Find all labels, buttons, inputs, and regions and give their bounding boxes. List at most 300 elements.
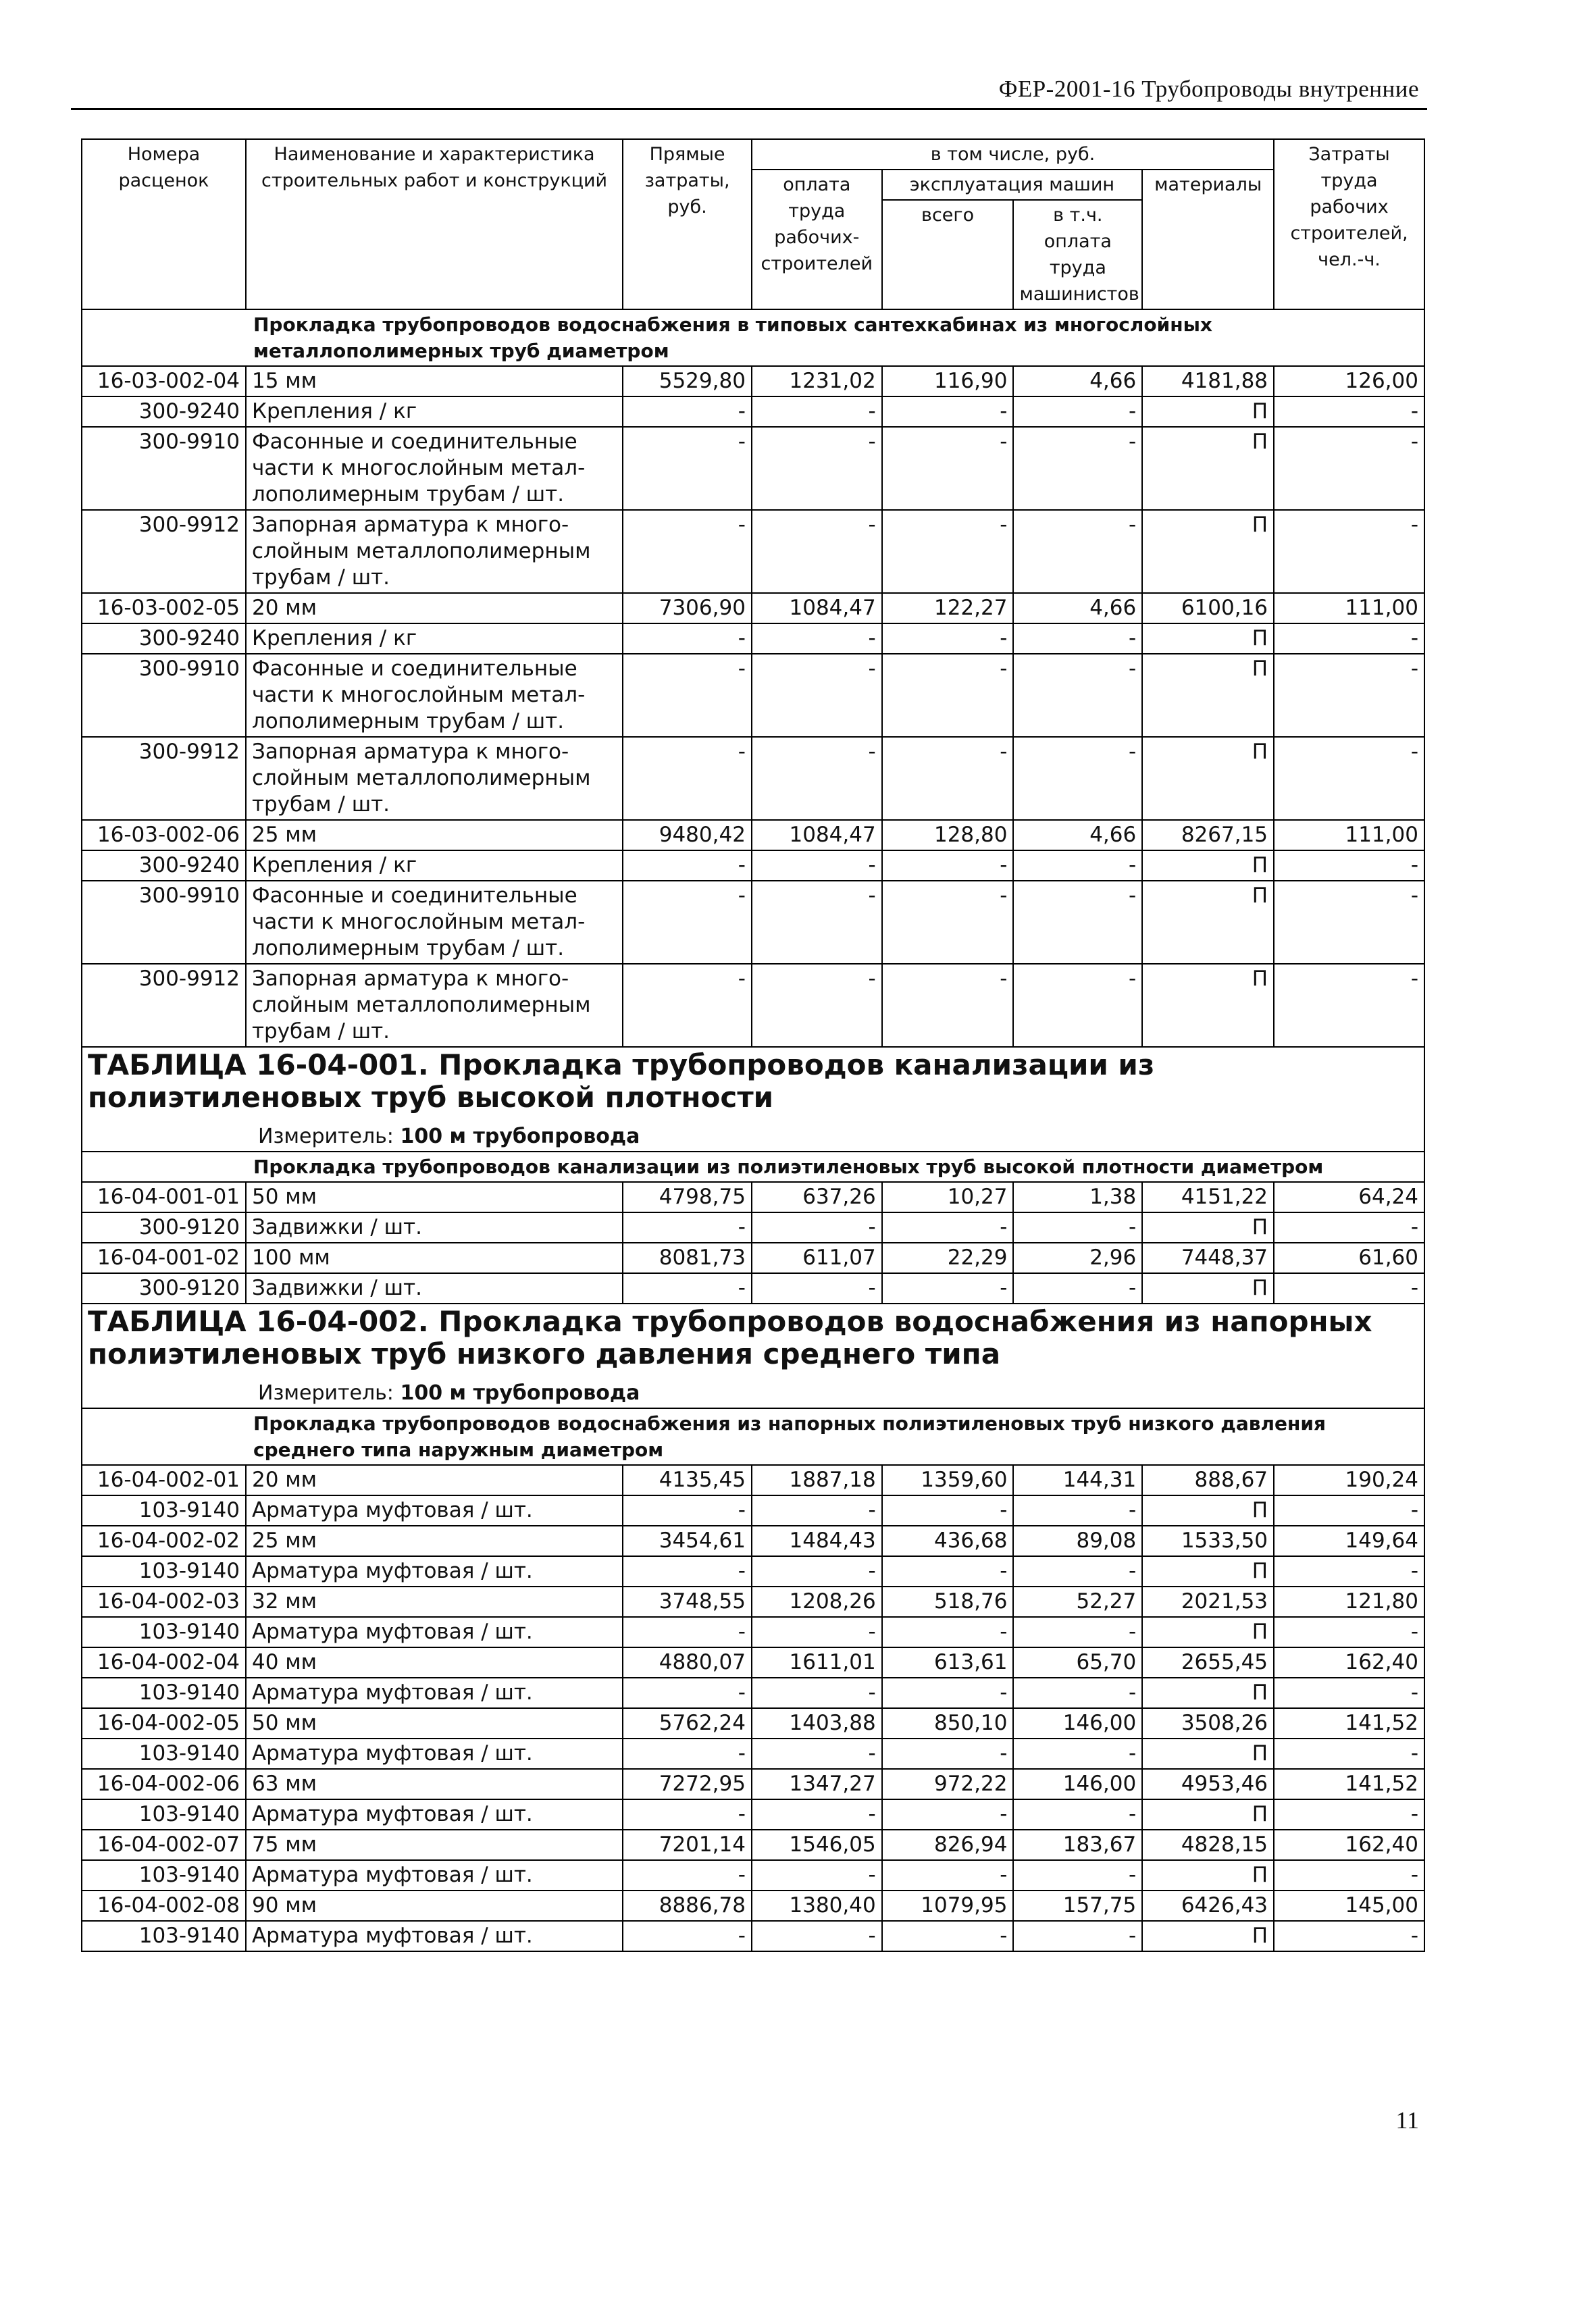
direct-cost: - (623, 1739, 752, 1769)
rate-code: 300-9912 (82, 510, 246, 593)
work-name: 40 мм (246, 1647, 623, 1678)
machines-total-value: - (882, 737, 1014, 820)
machines-wages-value: 157,75 (1013, 1891, 1142, 1921)
rate-code: 16-04-002-06 (82, 1769, 246, 1799)
col-header-wages: оплата труда рабочих-строителей (752, 170, 882, 309)
work-name: 100 мм (246, 1243, 623, 1273)
work-name: Арматура муфтовая / шт. (246, 1799, 623, 1830)
machines-total-value: 826,94 (882, 1830, 1014, 1860)
materials-value: 4151,22 (1142, 1182, 1274, 1212)
rate-code: 16-03-002-05 (82, 593, 246, 623)
machines-wages-value: 4,66 (1013, 820, 1142, 850)
labor-value: 64,24 (1274, 1182, 1424, 1212)
rate-code: 16-04-001-02 (82, 1243, 246, 1273)
work-name: Арматура муфтовая / шт. (246, 1495, 623, 1526)
meter-value: 100 м трубопровода (400, 1381, 640, 1405)
wages-value: - (752, 1556, 882, 1587)
table-16-04-001-title: ТАБЛИЦА 16-04-001. Прокладка трубопроводов канализации из полиэтиленовых труб высокой плотности (88, 1048, 1155, 1114)
machines-total-value: 518,76 (882, 1587, 1014, 1617)
machines-wages-value: 2,96 (1013, 1243, 1142, 1273)
wages-value: - (752, 396, 882, 427)
direct-cost: - (623, 623, 752, 654)
wages-value: 611,07 (752, 1243, 882, 1273)
machines-wages-value: - (1013, 1678, 1142, 1708)
materials-value: П (1142, 654, 1274, 737)
wages-value: 1084,47 (752, 593, 882, 623)
col-header-machines-total: всего (882, 200, 1014, 309)
direct-cost: - (623, 1556, 752, 1587)
direct-cost: - (623, 850, 752, 881)
machines-wages-value: - (1013, 1739, 1142, 1769)
work-name: 25 мм (246, 820, 623, 850)
work-name: Крепления / кг (246, 850, 623, 881)
labor-value: - (1274, 510, 1424, 593)
materials-value: П (1142, 1556, 1274, 1587)
labor-value: 149,64 (1274, 1526, 1424, 1556)
table-row (82, 1182, 1424, 1212)
direct-cost: - (623, 1678, 752, 1708)
wages-value: 1887,18 (752, 1465, 882, 1495)
materials-value: П (1142, 396, 1274, 427)
machines-wages-value: - (1013, 1495, 1142, 1526)
table-row (82, 1273, 1424, 1304)
machines-wages-value: - (1013, 1799, 1142, 1830)
machines-wages-value: - (1013, 1617, 1142, 1647)
machines-total-value: - (882, 1921, 1014, 1951)
materials-value: П (1142, 427, 1274, 510)
labor-value: - (1274, 964, 1424, 1047)
machines-total-value: - (882, 1273, 1014, 1304)
materials-value: П (1142, 1739, 1274, 1769)
table-title-row (82, 1304, 1424, 1408)
work-name: Арматура муфтовая / шт. (246, 1556, 623, 1587)
rate-code: 300-9240 (82, 850, 246, 881)
labor-value: - (1274, 881, 1424, 964)
table-row (82, 881, 1424, 964)
work-name: Крепления / кг (246, 396, 623, 427)
wages-value: 1484,43 (752, 1526, 882, 1556)
direct-cost: 5762,24 (623, 1708, 752, 1739)
machines-wages-value: 89,08 (1013, 1526, 1142, 1556)
materials-value: П (1142, 510, 1274, 593)
machines-wages-value: - (1013, 1212, 1142, 1243)
wages-value: - (752, 1617, 882, 1647)
materials-value: 2655,45 (1142, 1647, 1274, 1678)
wages-value: - (752, 1739, 882, 1769)
rate-code: 103-9140 (82, 1678, 246, 1708)
materials-value: П (1142, 1678, 1274, 1708)
rate-code: 300-9240 (82, 396, 246, 427)
direct-cost: - (623, 1495, 752, 1526)
direct-cost: 4135,45 (623, 1465, 752, 1495)
table-row (82, 1556, 1424, 1587)
labor-value: 190,24 (1274, 1465, 1424, 1495)
labor-value: - (1274, 654, 1424, 737)
wages-value: - (752, 1495, 882, 1526)
table-row (82, 1830, 1424, 1860)
direct-cost: - (623, 1921, 752, 1951)
materials-value: 1533,50 (1142, 1526, 1274, 1556)
section-heading-row (82, 1152, 1424, 1182)
machines-total-value: - (882, 1495, 1014, 1526)
direct-cost: - (623, 1212, 752, 1243)
materials-value: П (1142, 1495, 1274, 1526)
rate-code: 103-9140 (82, 1739, 246, 1769)
labor-value: - (1274, 850, 1424, 881)
table-row (82, 593, 1424, 623)
rate-code: 300-9910 (82, 427, 246, 510)
table-row (82, 1921, 1424, 1951)
col-header-machines-wages: в т.ч. оплата труда машинистов (1013, 200, 1142, 309)
machines-wages-value: - (1013, 1273, 1142, 1304)
table-16-04-002-title: ТАБЛИЦА 16-04-002. Прокладка трубопроводов водоснабжения из напорных полиэтиленовых труб низкого давления среднего типа (88, 1305, 1372, 1370)
labor-value: - (1274, 1799, 1424, 1830)
table-row (82, 1526, 1424, 1556)
wages-value: 1611,01 (752, 1647, 882, 1678)
rate-code: 300-9120 (82, 1273, 246, 1304)
work-name: Запорная арматура к много-слойным металлополимерным трубам / шт. (246, 964, 623, 1047)
wages-value: 1084,47 (752, 820, 882, 850)
wages-value: - (752, 1273, 882, 1304)
wages-value: 1380,40 (752, 1891, 882, 1921)
labor-value: - (1274, 1212, 1424, 1243)
table-row (82, 1891, 1424, 1921)
machines-wages-value: 65,70 (1013, 1647, 1142, 1678)
col-header-labor: Затраты труда рабочих строителей, чел.-ч. (1274, 139, 1424, 309)
machines-total-value: 850,10 (882, 1708, 1014, 1739)
table-row (82, 1587, 1424, 1617)
machines-wages-value: - (1013, 850, 1142, 881)
direct-cost: - (623, 737, 752, 820)
direct-cost: - (623, 396, 752, 427)
table-row (82, 820, 1424, 850)
rate-code: 16-04-002-04 (82, 1647, 246, 1678)
work-name: 15 мм (246, 366, 623, 396)
wages-value: - (752, 1860, 882, 1891)
rate-code: 16-04-002-07 (82, 1830, 246, 1860)
table-16-04-002-section-heading: Прокладка трубопроводов водоснабжения из напорных полиэтиленовых труб низкого давления среднего типа наружным диаметром (253, 1412, 1326, 1461)
machines-total-value: - (882, 1860, 1014, 1891)
machines-wages-value: 4,66 (1013, 593, 1142, 623)
labor-value: - (1274, 1921, 1424, 1951)
machines-total-value: 10,27 (882, 1182, 1014, 1212)
meter-value: 100 м трубопровода (400, 1125, 640, 1148)
labor-value: 121,80 (1274, 1587, 1424, 1617)
labor-value: - (1274, 1273, 1424, 1304)
col-header-machines: эксплуатация машин (882, 170, 1143, 200)
direct-cost: - (623, 427, 752, 510)
machines-wages-value: - (1013, 654, 1142, 737)
col-header-materials: материалы (1142, 170, 1274, 309)
wages-value: - (752, 623, 882, 654)
col-header-code: Номера расценок (82, 139, 246, 309)
table-title-row (82, 1047, 1424, 1152)
direct-cost: 8081,73 (623, 1243, 752, 1273)
direct-cost: 9480,42 (623, 820, 752, 850)
labor-value: 111,00 (1274, 593, 1424, 623)
machines-total-value: - (882, 1212, 1014, 1243)
direct-cost: 7272,95 (623, 1769, 752, 1799)
work-name: Фасонные и соединительные части к многослойным метал-лополимерным трубам / шт. (246, 654, 623, 737)
rate-code: 300-9120 (82, 1212, 246, 1243)
table-row (82, 510, 1424, 593)
price-table (81, 138, 1425, 1952)
table-row (82, 850, 1424, 881)
work-name: Запорная арматура к много-слойным металлополимерным трубам / шт. (246, 737, 623, 820)
labor-value: - (1274, 427, 1424, 510)
table-row (82, 1799, 1424, 1830)
materials-value: П (1142, 1921, 1274, 1951)
wages-value: - (752, 1921, 882, 1951)
machines-wages-value: - (1013, 964, 1142, 1047)
machines-wages-value: 52,27 (1013, 1587, 1142, 1617)
table-row (82, 1647, 1424, 1678)
wages-value: - (752, 654, 882, 737)
machines-total-value: - (882, 1556, 1014, 1587)
machines-wages-value: 183,67 (1013, 1830, 1142, 1860)
materials-value: 4953,46 (1142, 1769, 1274, 1799)
work-name: Фасонные и соединительные части к многослойным метал-лополимерным трубам / шт. (246, 881, 623, 964)
materials-value: П (1142, 1273, 1274, 1304)
labor-value: 141,52 (1274, 1769, 1424, 1799)
direct-cost: - (623, 1273, 752, 1304)
col-header-name: Наименование и характеристика строительных работ и конструкций (246, 139, 623, 309)
direct-cost: - (623, 510, 752, 593)
table-16-04-001-section-heading: Прокладка трубопроводов канализации из полиэтиленовых труб высокой плотности диаметром (253, 1156, 1324, 1178)
direct-cost: - (623, 1860, 752, 1891)
labor-value: - (1274, 1860, 1424, 1891)
direct-cost: 7306,90 (623, 593, 752, 623)
materials-value: 6100,16 (1142, 593, 1274, 623)
table-row (82, 964, 1424, 1047)
meter-label: Измеритель: (258, 1381, 394, 1405)
wages-value: 637,26 (752, 1182, 882, 1212)
table-row (82, 1860, 1424, 1891)
header-row-1 (82, 139, 1424, 170)
machines-wages-value: 146,00 (1013, 1769, 1142, 1799)
rate-code: 103-9140 (82, 1860, 246, 1891)
machines-wages-value: - (1013, 881, 1142, 964)
machines-wages-value: - (1013, 1556, 1142, 1587)
rate-code: 300-9910 (82, 654, 246, 737)
wages-value: - (752, 1212, 882, 1243)
materials-value: П (1142, 1212, 1274, 1243)
materials-value: П (1142, 881, 1274, 964)
rate-code: 300-9910 (82, 881, 246, 964)
rate-code: 16-04-002-05 (82, 1708, 246, 1739)
rate-code: 16-04-002-08 (82, 1891, 246, 1921)
wages-value: - (752, 737, 882, 820)
work-name: Задвижки / шт. (246, 1273, 623, 1304)
machines-wages-value: 144,31 (1013, 1465, 1142, 1495)
col-header-direct: Прямые затраты, руб. (623, 139, 752, 309)
table-row (82, 1739, 1424, 1769)
direct-cost: - (623, 964, 752, 1047)
rate-code: 16-04-001-01 (82, 1182, 246, 1212)
work-name: Арматура муфтовая / шт. (246, 1921, 623, 1951)
page-number: 11 (1395, 2107, 1419, 2134)
labor-value: 162,40 (1274, 1830, 1424, 1860)
machines-total-value: - (882, 1799, 1014, 1830)
machines-wages-value: - (1013, 1921, 1142, 1951)
direct-cost: 4798,75 (623, 1182, 752, 1212)
materials-value: 4828,15 (1142, 1830, 1274, 1860)
rate-code: 103-9140 (82, 1556, 246, 1587)
work-name: Крепления / кг (246, 623, 623, 654)
wages-value: - (752, 964, 882, 1047)
table-row (82, 1212, 1424, 1243)
machines-total-value: - (882, 427, 1014, 510)
machines-wages-value: 146,00 (1013, 1708, 1142, 1739)
work-name: 20 мм (246, 593, 623, 623)
table-row (82, 396, 1424, 427)
table-16-04-001-meter (88, 1123, 1418, 1150)
work-name: Арматура муфтовая / шт. (246, 1617, 623, 1647)
machines-wages-value: - (1013, 623, 1142, 654)
machines-total-value: 128,80 (882, 820, 1014, 850)
labor-value: - (1274, 737, 1424, 820)
wages-value: 1347,27 (752, 1769, 882, 1799)
labor-value: 111,00 (1274, 820, 1424, 850)
table-16-04-002-meter (88, 1380, 1418, 1406)
labor-value: - (1274, 1556, 1424, 1587)
wages-value: - (752, 1678, 882, 1708)
table-row (82, 366, 1424, 396)
labor-value: - (1274, 1617, 1424, 1647)
work-name: 75 мм (246, 1830, 623, 1860)
machines-wages-value: - (1013, 510, 1142, 593)
wages-value: 1231,02 (752, 366, 882, 396)
work-name: 32 мм (246, 1587, 623, 1617)
labor-value: - (1274, 1739, 1424, 1769)
rate-code: 300-9240 (82, 623, 246, 654)
wages-value: - (752, 1799, 882, 1830)
wages-value: - (752, 427, 882, 510)
machines-total-value: - (882, 964, 1014, 1047)
materials-value: 4181,88 (1142, 366, 1274, 396)
table-row (82, 1678, 1424, 1708)
materials-value: П (1142, 1860, 1274, 1891)
machines-total-value: - (882, 1678, 1014, 1708)
work-name: Фасонные и соединительные части к многослойным метал-лополимерным трубам / шт. (246, 427, 623, 510)
direct-cost: - (623, 881, 752, 964)
machines-total-value: - (882, 1739, 1014, 1769)
labor-value: 126,00 (1274, 366, 1424, 396)
labor-value: 141,52 (1274, 1708, 1424, 1739)
table-row (82, 1708, 1424, 1739)
work-name: Арматура муфтовая / шт. (246, 1678, 623, 1708)
work-name: 50 мм (246, 1182, 623, 1212)
rate-code: 103-9140 (82, 1495, 246, 1526)
materials-value: 8267,15 (1142, 820, 1274, 850)
direct-cost: 4880,07 (623, 1647, 752, 1678)
machines-total-value: 972,22 (882, 1769, 1014, 1799)
materials-value: П (1142, 1799, 1274, 1830)
rate-code: 16-03-002-04 (82, 366, 246, 396)
labor-value: 162,40 (1274, 1647, 1424, 1678)
machines-total-value: - (882, 510, 1014, 593)
machines-total-value: - (882, 1617, 1014, 1647)
work-name: Арматура муфтовая / шт. (246, 1739, 623, 1769)
table-row (82, 1769, 1424, 1799)
direct-cost: 3748,55 (623, 1587, 752, 1617)
work-name: Запорная арматура к много-слойным металлополимерным трубам / шт. (246, 510, 623, 593)
machines-total-value: 436,68 (882, 1526, 1014, 1556)
machines-total-value: 122,27 (882, 593, 1014, 623)
direct-cost: 8886,78 (623, 1891, 752, 1921)
work-name: 90 мм (246, 1891, 623, 1921)
work-name: Задвижки / шт. (246, 1212, 623, 1243)
direct-cost: - (623, 1799, 752, 1830)
section-heading-16-03: Прокладка трубопроводов водоснабжения в типовых сантехкабинах из многослойных металлополимерных труб диаметром (253, 313, 1212, 362)
labor-value: - (1274, 623, 1424, 654)
rate-code: 103-9140 (82, 1617, 246, 1647)
table-row (82, 427, 1424, 510)
direct-cost: 3454,61 (623, 1526, 752, 1556)
machines-wages-value: 4,66 (1013, 366, 1142, 396)
rate-code: 103-9140 (82, 1921, 246, 1951)
machines-wages-value: - (1013, 1860, 1142, 1891)
wages-value: 1208,26 (752, 1587, 882, 1617)
rate-code: 103-9140 (82, 1799, 246, 1830)
direct-cost: - (623, 1617, 752, 1647)
labor-value: - (1274, 1678, 1424, 1708)
table-row (82, 654, 1424, 737)
machines-total-value: 116,90 (882, 366, 1014, 396)
machines-total-value: 1359,60 (882, 1465, 1014, 1495)
direct-cost: 5529,80 (623, 366, 752, 396)
machines-total-value: 22,29 (882, 1243, 1014, 1273)
rate-code: 16-03-002-06 (82, 820, 246, 850)
section-heading-row (82, 309, 1424, 366)
machines-total-value: - (882, 881, 1014, 964)
wages-value: 1546,05 (752, 1830, 882, 1860)
materials-value: 888,67 (1142, 1465, 1274, 1495)
table-row (82, 1243, 1424, 1273)
work-name: 50 мм (246, 1708, 623, 1739)
machines-total-value: - (882, 623, 1014, 654)
materials-value: 7448,37 (1142, 1243, 1274, 1273)
wages-value: - (752, 510, 882, 593)
machines-wages-value: - (1013, 396, 1142, 427)
machines-wages-value: - (1013, 737, 1142, 820)
work-name: 63 мм (246, 1769, 623, 1799)
materials-value: П (1142, 964, 1274, 1047)
materials-value: П (1142, 1617, 1274, 1647)
machines-total-value: - (882, 654, 1014, 737)
machines-wages-value: 1,38 (1013, 1182, 1142, 1212)
work-name: 20 мм (246, 1465, 623, 1495)
table-row (82, 1495, 1424, 1526)
labor-value: - (1274, 1495, 1424, 1526)
direct-cost: - (623, 654, 752, 737)
materials-value: 6426,43 (1142, 1891, 1274, 1921)
rate-code: 16-04-002-01 (82, 1465, 246, 1495)
table-row (82, 1465, 1424, 1495)
wages-value: - (752, 850, 882, 881)
running-header: ФЕР-2001-16 Трубопроводы внутренние (998, 76, 1419, 102)
col-header-incl: в том числе, руб. (752, 139, 1274, 170)
direct-cost: 7201,14 (623, 1830, 752, 1860)
machines-total-value: 1079,95 (882, 1891, 1014, 1921)
rate-code: 300-9912 (82, 737, 246, 820)
labor-value: 145,00 (1274, 1891, 1424, 1921)
work-name: 25 мм (246, 1526, 623, 1556)
materials-value: П (1142, 850, 1274, 881)
rate-code: 16-04-002-03 (82, 1587, 246, 1617)
wages-value: 1403,88 (752, 1708, 882, 1739)
materials-value: 2021,53 (1142, 1587, 1274, 1617)
